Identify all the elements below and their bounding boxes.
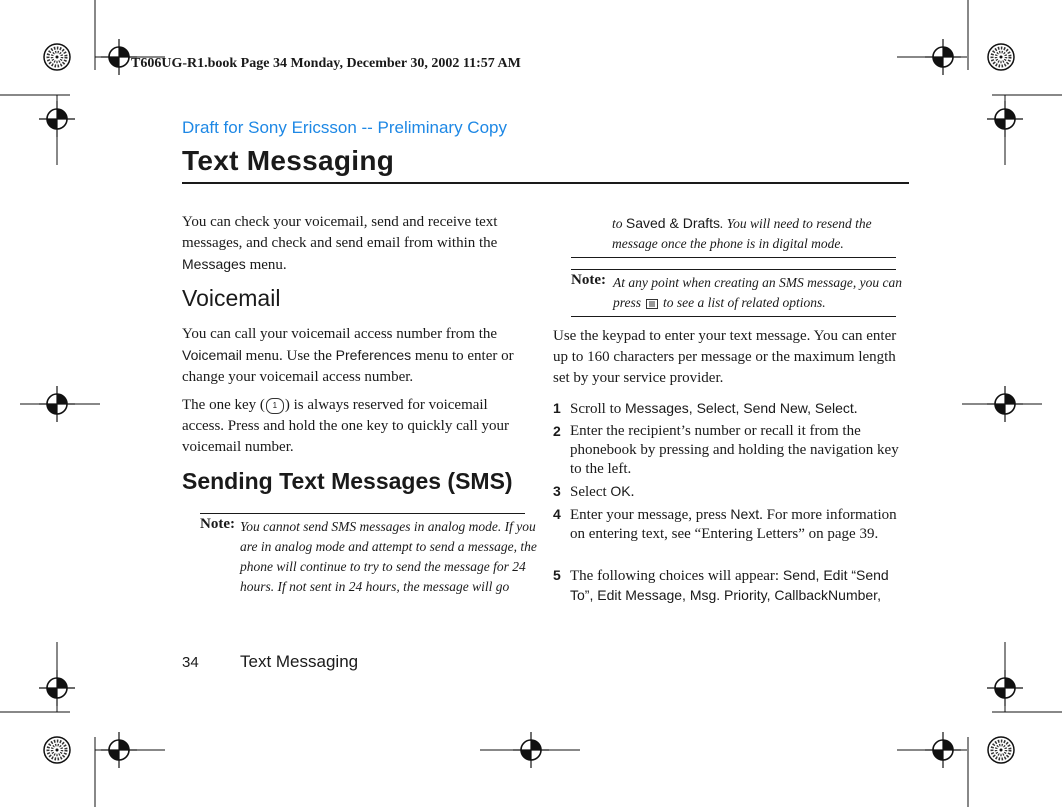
chapter-rule: [182, 182, 909, 184]
step-number: 5: [553, 567, 561, 583]
crop-mark-icon: [39, 670, 75, 706]
note-rule: [571, 257, 896, 258]
registration-mark-icon: [44, 44, 70, 70]
voicemail-paragraph-1: You can call your voicemail access number from the Voicemail menu. Use the Preferences menu to enter or change your voicemail access number.: [182, 326, 514, 385]
step-1: Scroll to Messages, Select, Send New, Select.: [570, 400, 858, 417]
menu-options-icon: [646, 299, 658, 309]
voicemail-paragraph-2: The one key ( 1 ) is always reserved for voicemail access. Press and hold the one key to quickly call your voicemail number.: [182, 397, 509, 455]
crop-mark-icon: [925, 39, 961, 75]
note-rule: [200, 513, 525, 514]
crop-mark-icon: [987, 670, 1023, 706]
crop-mark-icon: [101, 732, 137, 768]
crop-mark-icon: [987, 101, 1023, 137]
step-number: 3: [553, 483, 561, 499]
crop-mark-icon: [39, 101, 75, 137]
note-rule: [571, 316, 896, 317]
crop-mark-icon: [987, 386, 1023, 422]
crop-mark-icon: [39, 386, 75, 422]
note-analog-text: You cannot send SMS messages in analog mode. If you are in analog mode and attempt to send a message, the phone will continue to try to send the message for 24 hours. If not sent in 24 hours, the message will go: [240, 519, 537, 594]
print-header: T606UG-R1.book Page 34 Monday, December 30, 2002 11:57 AM: [131, 56, 521, 71]
voicemail-heading: Voicemail: [182, 285, 281, 311]
messages-menu-ref: Messages: [182, 256, 246, 272]
voicemail-menu-ref: Voicemail: [182, 347, 242, 363]
sms-heading: Sending Text Messages (SMS): [182, 468, 513, 494]
note-label: Note:: [571, 272, 606, 288]
preferences-menu-ref: Preferences: [335, 347, 412, 363]
step-number: 1: [553, 400, 561, 416]
step-3: Select OK.: [570, 483, 635, 500]
page-number: 34: [182, 654, 199, 671]
crop-mark-icon: [513, 732, 549, 768]
step-number: 4: [553, 506, 561, 522]
note-options-line-1: At any point when creating an SMS message, you can: [613, 275, 902, 290]
crop-mark-icon: [925, 732, 961, 768]
note-options-line-2: press to see a list of related options.: [613, 295, 826, 310]
registration-mark-icon: [988, 44, 1014, 70]
step-number: 2: [553, 423, 561, 439]
note-analog-continued: to Saved & Drafts. You will need to resend the message once the phone is in digital mode.: [612, 215, 872, 251]
step-4: Enter your message, press Next. For more information on entering text, see “Entering Letters” on page 39.: [570, 506, 897, 542]
draft-banner: Draft for Sony Ericsson -- Preliminary Copy: [182, 118, 507, 137]
intro-paragraph: You can check your voicemail, send and receive text messages, and check and send email from within the Messages menu.: [182, 214, 498, 273]
note-rule: [571, 269, 896, 270]
voicemail-key-icon: 1: [266, 398, 284, 414]
chapter-title: Text Messaging: [182, 145, 395, 176]
step-2: Enter the recipient’s number or recall it from the phonebook by pressing and holding the navigation key to the left.: [570, 423, 899, 477]
footer-section-title: Text Messaging: [240, 652, 359, 671]
saved-drafts-menu-ref: Saved & Drafts: [625, 215, 721, 231]
registration-mark-icon: [988, 737, 1014, 763]
registration-mark-icon: [44, 737, 70, 763]
note-label: Note:: [200, 516, 235, 532]
step-5: The following choices will appear: Send, Edit “Send To”, Edit Message, Msg. Priority, CallbackNumber,: [570, 567, 889, 603]
keypad-paragraph: Use the keypad to enter your text message. You can enter up to 160 characters per message or the maximum length set by your service provider.: [553, 328, 897, 386]
